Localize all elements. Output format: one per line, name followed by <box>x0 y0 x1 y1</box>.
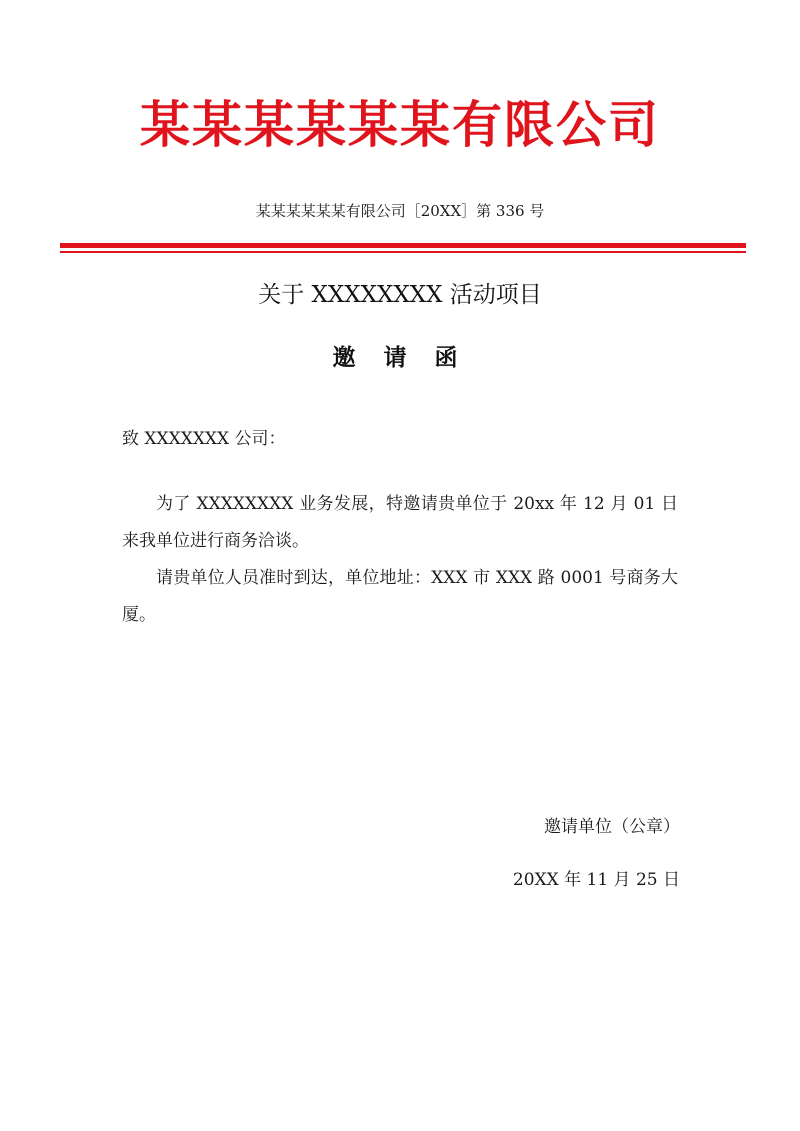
header-divider-thick <box>60 243 746 248</box>
organization-title: 某某某某某某有限公司 <box>140 95 660 154</box>
header-divider-thin <box>60 251 746 253</box>
signature-date: 20XX 年 11 月 25 日 <box>512 870 680 890</box>
salutation: 致 XXXXXXX 公司： <box>122 429 286 449</box>
letter-body <box>122 486 678 634</box>
document-number: 某某某某某某有限公司［20XX］第 336 号 <box>255 202 545 220</box>
subject-title: 关于 XXXXXXXX 活动项目 <box>258 282 542 308</box>
signer-line: 邀请单位（公章） <box>544 817 680 837</box>
body-paragraph-2: 请贵单位人员准时到达，单位地址：XXX 市 XXX 路 0001 号商务大厦。 <box>122 568 678 625</box>
letter-title: 邀 请 函 <box>332 344 468 371</box>
body-paragraph-1: 为了 XXXXXXXX 业务发展，特邀请贵单位于 20xx 年 12 月 01 日来我单位进行商务洽谈。 <box>122 494 678 551</box>
